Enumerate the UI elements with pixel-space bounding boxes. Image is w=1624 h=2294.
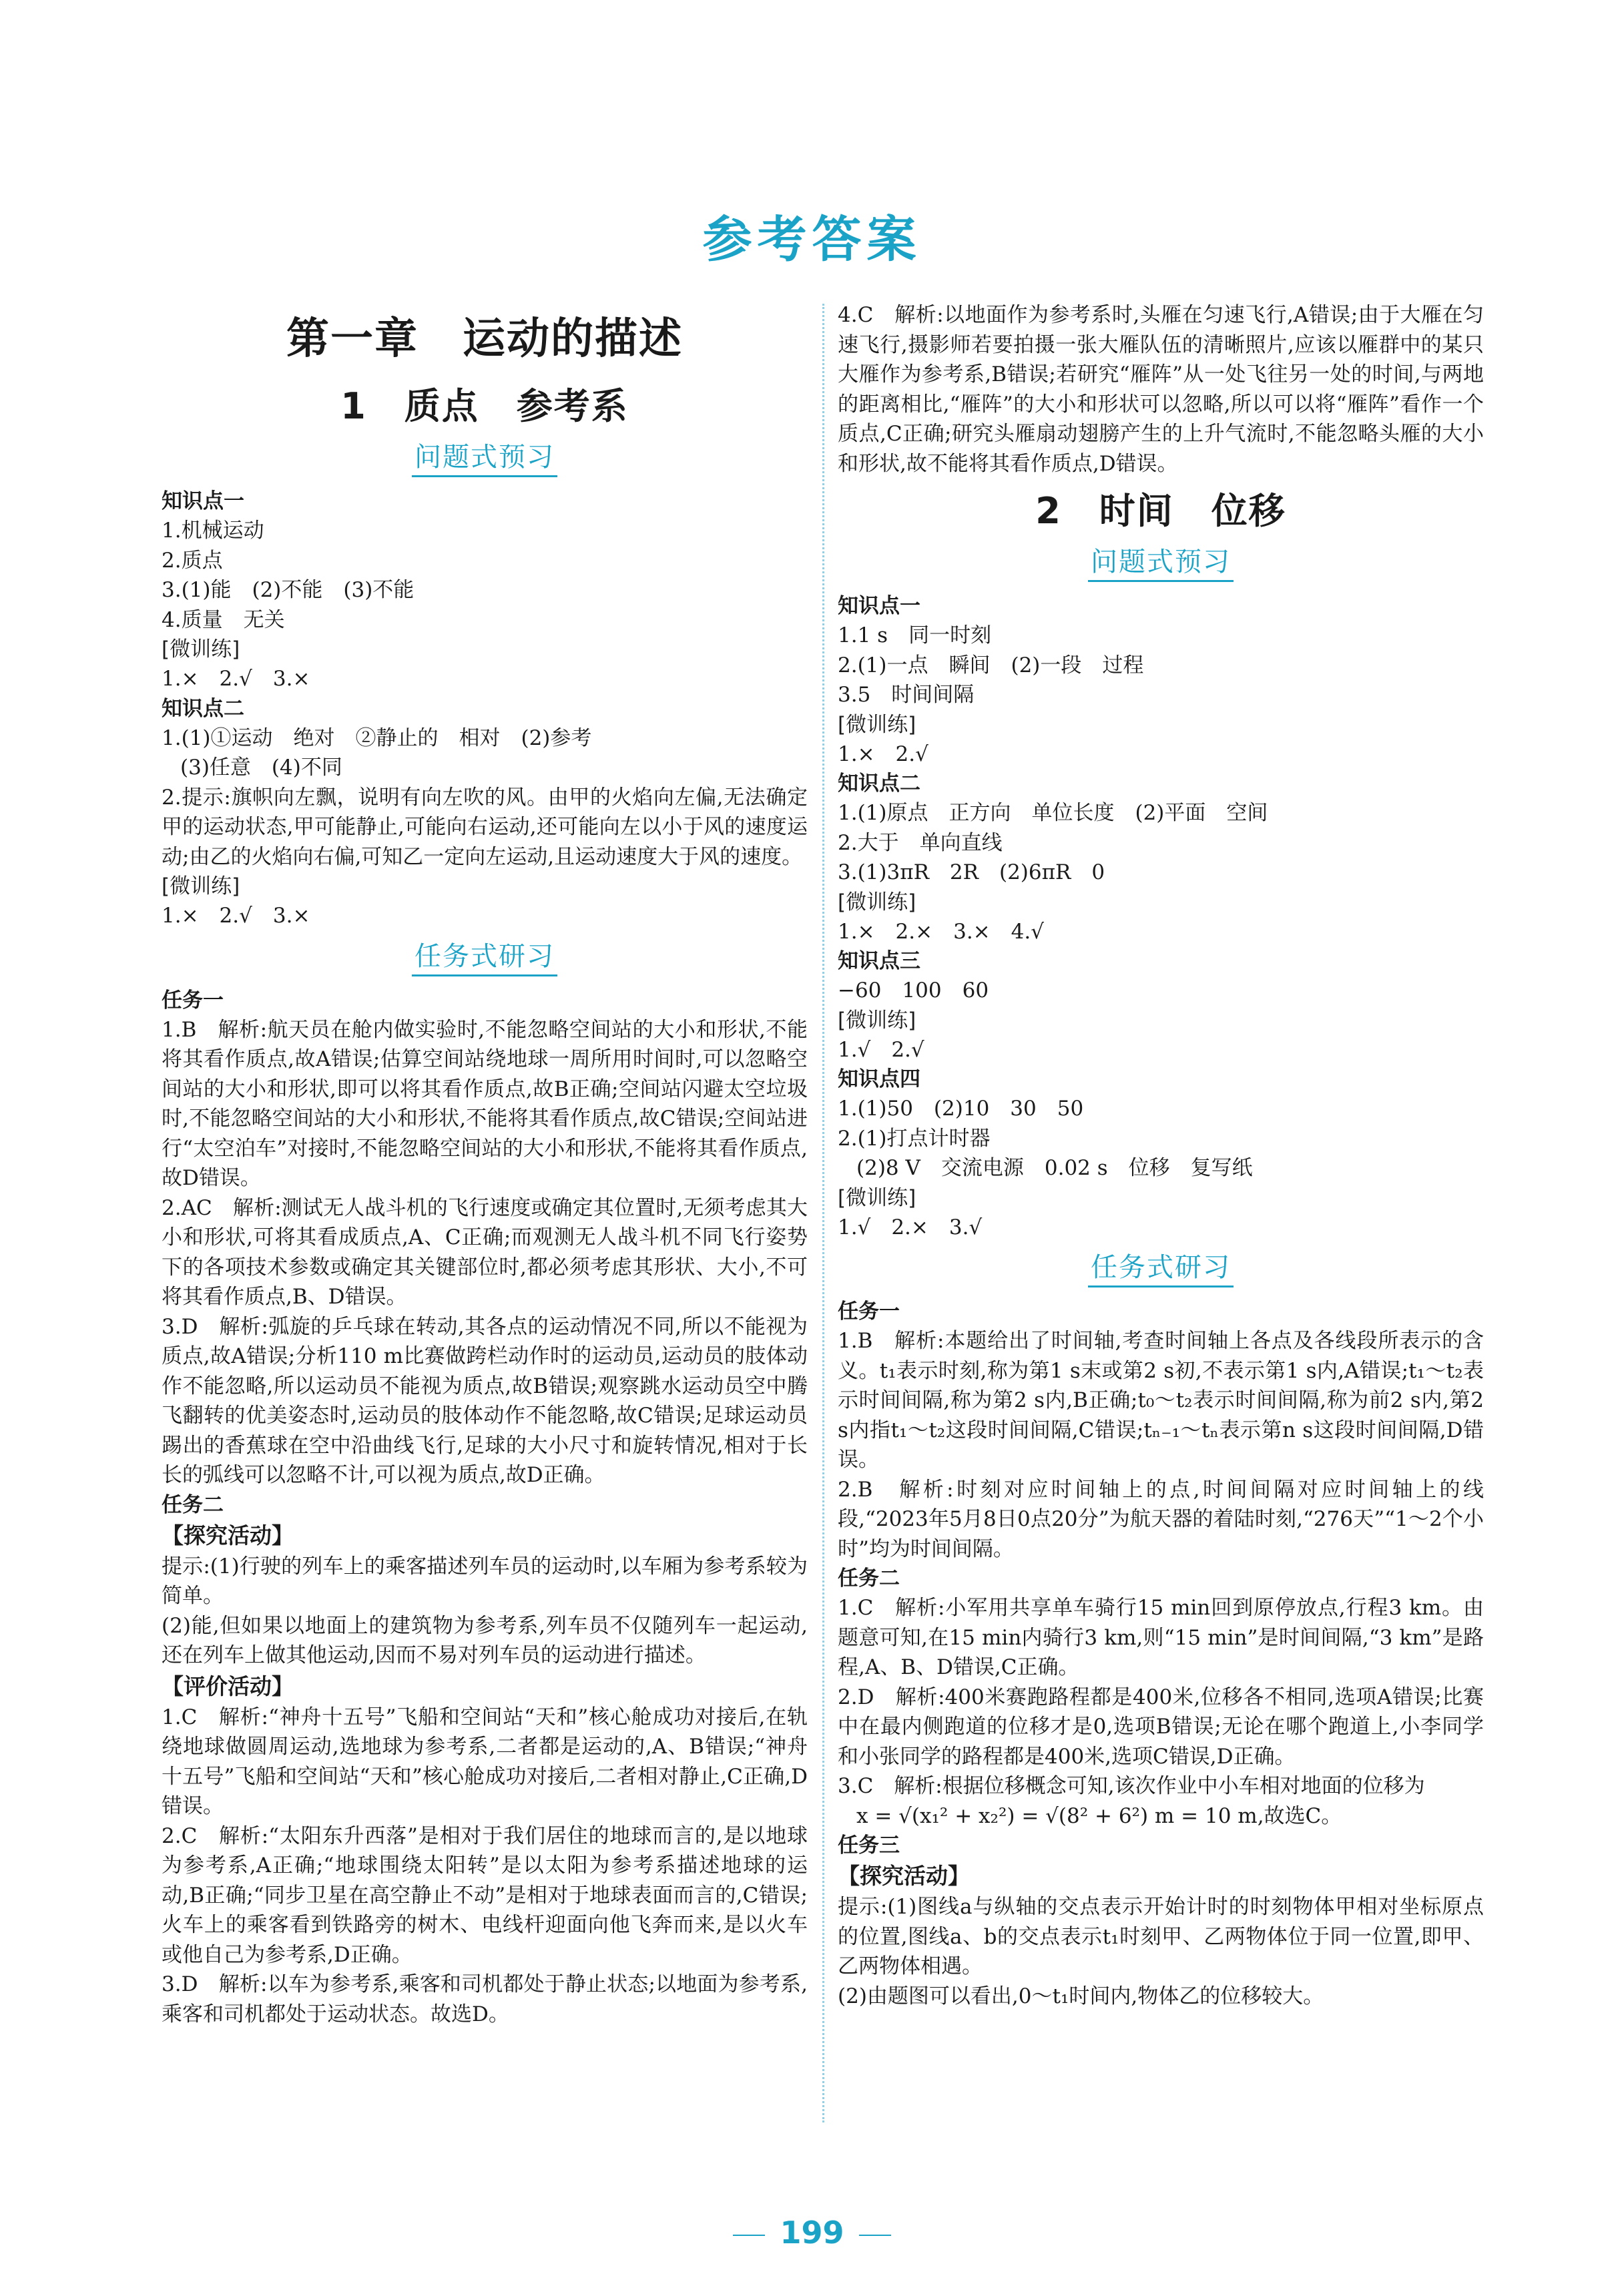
answer-paragraph: 3.C 解析:根据位移概念可知,该次作业中小车相对地面的位移为 — [838, 1774, 1425, 1798]
page-title: 参考答案 — [702, 211, 922, 268]
micro-training-label: [微训练] — [838, 712, 916, 737]
answer-line: 3.(1)3πR 2R (2)6πR 0 — [838, 860, 1105, 884]
sub-heading — [162, 935, 808, 976]
dash-right — [859, 2235, 891, 2236]
answer-line: 1.机械运动 — [162, 519, 264, 543]
answer-line: 1.1 s 同一时刻 — [838, 623, 992, 647]
sub-heading — [838, 1246, 1484, 1287]
sub-heading-label: 问题式预习 — [412, 436, 557, 477]
section-title: 2 时间 位移 — [1035, 490, 1286, 532]
activity-heading: 【探究活动】 — [162, 1522, 294, 1548]
page-number — [0, 2215, 1624, 2251]
answer-line: (3)任意 (4)不同 — [180, 756, 342, 780]
answer-paragraph: 2.C 解析:“太阳东升西落”是相对于我们居住的地球而言的,是以地球为参考系,A正确;“地球围绕太阳转”是以太阳为参考系描述地球的运动,B正确;“同步卫星在高空静止不动”是相对于地球表面而言的,C错误;火车上的乘客看到铁路旁的树木、电线杆迎面向他飞奔而来,是以火车或他自己为参考系,D正确。 — [162, 1823, 808, 1967]
answer-paragraph: 3.D 解析:以车为参考系,乘客和司机都处于静止状态;以地面为参考系,乘客和司机都处于运动状态。故选D。 — [162, 1972, 808, 2026]
answer-paragraph: 1.C 解析:小军用共享单车骑行15 min回到原停放点,行程3 km。由题意可知,在15 min内骑行3 km,则“15 min”是时间间隔,“3 km”是路程,A、B、D错误,C正确。 — [838, 1596, 1484, 1679]
task-heading: 任务二 — [838, 1566, 900, 1591]
sub-heading — [838, 541, 1484, 582]
answer-paragraph: 2.提示:旗帜向左飘，说明有向左吹的风。由甲的火焰向左偏,无法确定甲的运动状态,甲可能静止,可能向右运动,还可能向左以小于风的速度运动;由乙的火焰向右偏,可知乙一定向左运动,且运动速度大于风的速度。 — [162, 785, 808, 869]
task-heading: 任务二 — [162, 1492, 224, 1517]
knowledge-point-heading: 知识点二 — [838, 772, 920, 796]
answer-paragraph: 4.C 解析:以地面作为参考系时,头雁在匀速飞行,A错误;由于大雁在匀速飞行,摄影师若要拍摄一张大雁队伍的清晰照片,应该以雁群中的某只大雁作为参考系,B错误;若研究“雁阵”从一处飞往另一处的时间,与两地的距离相比,“雁阵”的大小和形状可以忽略,所以可以将“雁阵”看作一个质点,C正确;研究头雁扇动翅膀产生的上升气流时,不能忽略头雁的大小和形状,故不能将其看作质点,D错误。 — [838, 303, 1484, 476]
answer-paragraph: (2)能,但如果以地面上的建筑物为参考系,列车员不仅随列车一起运动,还在列车上做其他运动,因而不易对列车员的运动进行描述。 — [162, 1613, 808, 1667]
answer-line: 2.(1)打点计时器 — [838, 1126, 991, 1151]
answer-line: 1.√ 2.× 3.√ — [838, 1215, 983, 1239]
micro-training-label: [微训练] — [838, 890, 916, 914]
answer-line: 2.大于 单向直线 — [838, 830, 1003, 855]
activity-heading: 【评价活动】 — [162, 1673, 294, 1699]
task-heading: 任务一 — [838, 1300, 900, 1324]
answer-paragraph: 1.B 解析:航天员在舱内做实验时,不能忽略空间站的大小和形状,不能将其看作质点,故A错误;估算空间站绕地球一周所用时间时,可以忽略空间站的大小和形状,即可以将其看作质点,故B正确;空间站闪避太空垃圾时,不能忽略空间站的大小和形状,不能将其看作质点,故C错误;空间站进行“太空泊车”对接时,不能忽略空间站的大小和形状,不能将其看作质点,故D错误。 — [162, 1017, 808, 1190]
activity-heading: 【探究活动】 — [838, 1863, 970, 1889]
answer-line: 2.质点 — [162, 548, 223, 573]
answer-line: −60 100 60 — [838, 978, 989, 1002]
formula-line: x = √(x₁² + x₂²) = √(8² + 6²) m = 10 m,故选C。 — [856, 1803, 1342, 1828]
answer-line: 1.× 2.√ 3.× — [162, 904, 310, 928]
sub-heading-label: 问题式预习 — [1088, 541, 1234, 582]
column-divider — [822, 304, 824, 2122]
knowledge-point-heading: 知识点四 — [838, 1067, 920, 1091]
answer-line: 1.× 2.√ — [838, 742, 928, 766]
answer-paragraph: 1.C 解析:“神舟十五号”飞船和空间站“天和”核心舱成功对接后,在轨绕地球做圆周运动,选地球为参考系,二者都是运动的,A、B错误;“神舟十五号”飞船和空间站“天和”核心舱成功对接后,二者相对静止,C正确,D错误。 — [162, 1705, 808, 1818]
answer-paragraph: 提示:(1)行驶的列车上的乘客描述列车员的运动时,以车厢为参考系较为简单。 — [162, 1554, 808, 1608]
answer-line: 1.× 2.× 3.× 4.√ — [838, 919, 1044, 944]
sub-heading-label: 任务式研习 — [412, 935, 557, 976]
micro-training-label: [微训练] — [838, 1185, 916, 1210]
answer-paragraph: 3.D 解析:弧旋的乒乓球在转动,其各点的运动情况不同,所以不能视为质点,故A错误;分析110 m比赛做跨栏动作时的运动员,运动员的肢体动作不能忽略,所以运动员不能视为质点,故B错误;观察跳水运动员空中腾飞翻转的优美姿态时,运动员的肢体动作不能忽略,故C错误;足球运动员踢出的香蕉球在空中沿曲线飞行,足球的大小尺寸和旋转情况,相对于长长的弧线可以忽略不计,可以视为质点,故D正确。 — [162, 1314, 808, 1487]
answer-paragraph: (2)由题图可以看出,0～t₁时间内,物体乙的位移较大。 — [838, 1984, 1324, 2008]
knowledge-point-heading: 知识点二 — [162, 696, 244, 721]
micro-training-label: [微训练] — [162, 637, 240, 661]
answer-line: 3.(1)能 (2)不能 (3)不能 — [162, 578, 415, 602]
answer-line: (2)8 V 交流电源 0.02 s 位移 复写纸 — [856, 1156, 1253, 1180]
answer-line: 1.× 2.√ 3.× — [162, 667, 310, 691]
left-column — [162, 300, 808, 2029]
answer-line: 2.(1)一点 瞬间 (2)一段 过程 — [838, 653, 1144, 677]
chapter-title: 第一章 运动的描述 — [286, 314, 683, 364]
section-title: 1 质点 参考系 — [340, 385, 629, 427]
answer-paragraph: 2.B 解析:时刻对应时间轴上的点,时间间隔对应时间轴上的线段,“2023年5月8日0点20分”为航天器的着陆时刻,“276天”“1～2个小时”均为时间间隔。 — [838, 1477, 1484, 1561]
right-column — [838, 300, 1484, 2011]
answer-line: 3.5 时间间隔 — [838, 683, 975, 707]
sub-heading — [162, 436, 808, 477]
answer-line: 1.(1)50 (2)10 30 50 — [838, 1097, 1084, 1121]
knowledge-point-heading: 知识点一 — [838, 594, 920, 618]
micro-training-label: [微训练] — [838, 1008, 916, 1033]
task-heading: 任务三 — [838, 1833, 900, 1857]
sub-heading-label: 任务式研习 — [1088, 1246, 1234, 1287]
answer-paragraph: 1.B 解析:本题给出了时间轴,考查时间轴上各点及各线段所表示的含义。t₁表示时刻,称为第1 s末或第2 s初,不表示第1 s内,A错误;t₁～t₂表示时间间隔,称为第2 s内,B正确;t₀～t₂表示时间间隔,称为前2 s内,第2 s内指t₁～t₂这段时间间隔,C错误;tₙ₋₁～tₙ表示第n s这段时间间隔,D错误。 — [838, 1329, 1484, 1472]
answer-line: 1.(1)原点 正方向 单位长度 (2)平面 空间 — [838, 801, 1268, 825]
answer-line: 1.(1)①运动 绝对 ②静止的 相对 (2)参考 — [162, 726, 592, 750]
dash-left — [733, 2235, 765, 2236]
answer-paragraph: 提示:(1)图线a与纵轴的交点表示开始计时的时刻物体甲相对坐标原点的位置,图线a、b的交点表示t₁时刻甲、乙两物体位于同一位置,即甲、乙两物体相遇。 — [838, 1895, 1484, 1978]
micro-training-label: [微训练] — [162, 874, 240, 898]
page-number-value: 199 — [780, 2215, 844, 2251]
answer-paragraph: 2.D 解析:400米赛跑路程都是400米,位移各不相同,选项A错误;比赛中在最内侧跑道的位移才是0,选项B错误;无论在哪个跑道上,小李同学和小张同学的路程都是400米,选项C错误,D正确。 — [838, 1685, 1484, 1769]
knowledge-point-heading: 知识点一 — [162, 489, 244, 513]
task-heading: 任务一 — [162, 988, 224, 1013]
knowledge-point-heading: 知识点三 — [838, 949, 920, 973]
answer-line: 1.√ 2.√ — [838, 1037, 924, 1062]
answer-line: 4.质量 无关 — [162, 607, 285, 632]
answer-paragraph: 2.AC 解析:测试无人战斗机的飞行速度或确定其位置时,无须考虑其大小和形状,可将其看成质点,A、C正确;而观测无人战斗机不同飞行姿势下的各项技术参数或确定其关键部位时,都必须考虑其形状、大小,不可将其看作质点,B、D错误。 — [162, 1195, 808, 1309]
